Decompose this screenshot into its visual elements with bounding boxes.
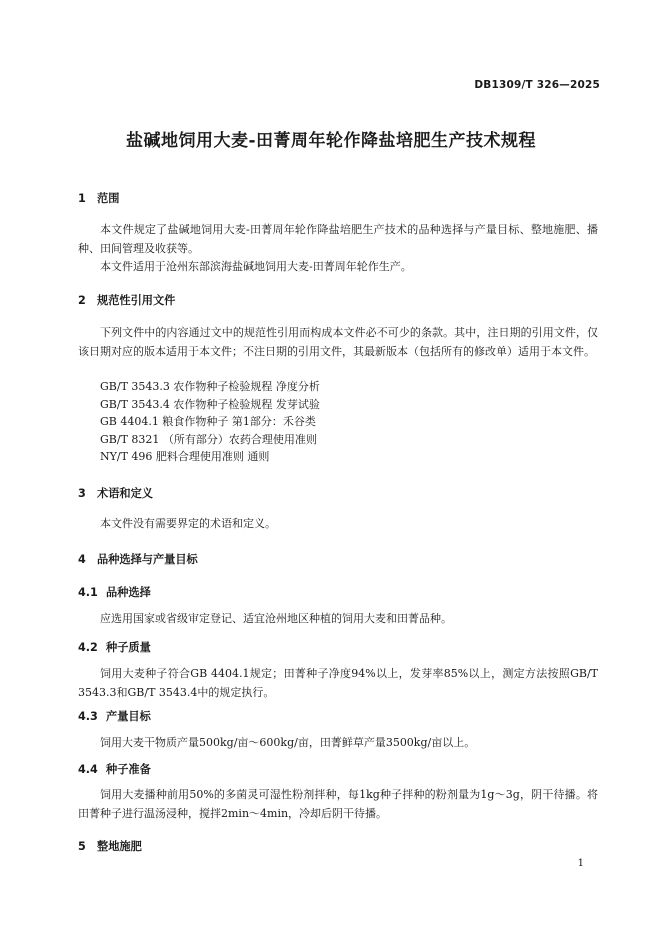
paragraph: 应选用国家或省级审定登记、适宜沧州地区种植的饲用大麦和田菁品种。	[100, 612, 452, 625]
subsection-title: 种子准备	[106, 763, 151, 776]
section-5-heading	[78, 838, 142, 854]
section-title: 品种选择与产量目标	[97, 553, 198, 566]
reference-item: GB/T 3543.3 农作物种子检验规程 净度分析	[100, 380, 320, 393]
subsection-4-1-heading	[78, 584, 151, 600]
subsection-number: 4.1	[78, 586, 98, 599]
paragraph: 本文件规定了盐碱地饲用大麦-田菁周年轮作降盐培肥生产技术的品种选择与产量目标、整地施肥、播种、田间管理及收获等。	[78, 223, 598, 255]
section-number: 2	[78, 294, 86, 307]
reference-item: NY/T 496 肥料合理使用准则 通则	[100, 450, 270, 463]
page-number: 1	[577, 858, 584, 869]
section-number: 4	[78, 553, 86, 566]
section-number: 1	[78, 192, 86, 205]
section-4-heading	[78, 551, 198, 567]
subsection-number: 4.4	[78, 763, 98, 776]
reference-item: GB/T 8321 （所有部分）农药合理使用准则	[100, 432, 317, 446]
section-2-heading	[78, 292, 175, 308]
subsection-title: 种子质量	[106, 641, 151, 654]
section-title: 整地施肥	[97, 840, 142, 853]
subsection-4-3-heading	[78, 708, 151, 724]
paragraph: 本文件适用于沧州东部滨海盐碱地饲用大麦-田菁周年轮作生产。	[100, 260, 412, 273]
paragraph: 饲用大麦干物质产量500kg/亩～600kg/亩，田菁鲜草产量3500kg/亩以上。	[100, 736, 476, 749]
subsection-title: 品种选择	[106, 586, 151, 599]
section-1-heading	[78, 190, 119, 206]
section-title: 范围	[97, 192, 120, 205]
reference-item: GB/T 3543.4 农作物种子检验规程 发芽试验	[100, 397, 320, 411]
paragraph: 饲用大麦种子符合GB 4404.1规定；田菁种子净度94%以上，发芽率85%以上，测定方法按照GB/T 3543.3和GB/T 3543.4中的规定执行。	[78, 667, 598, 699]
subsection-4-4-heading	[78, 761, 151, 777]
paragraph: 本文件没有需要界定的术语和定义。	[100, 517, 276, 530]
section-number: 3	[78, 487, 86, 500]
paragraph: 下列文件中的内容通过文中的规范性引用而构成本文件必不可少的条款。其中，注日期的引用文件，仅该日期对应的版本适用于本文件；不注日期的引用文件，其最新版本（包括所有的修改单）适用于本文件。	[78, 326, 598, 358]
subsection-4-2-heading	[78, 639, 151, 655]
section-number: 5	[78, 840, 86, 853]
section-title: 规范性引用文件	[97, 294, 176, 307]
paragraph: 饲用大麦播种前用50%的多菌灵可湿性粉剂拌种，每1kg种子拌种的粉剂量为1g～3g，阴干待播。将田菁种子进行温汤浸种，搅拌2min～4min，冷却后阴干待播。	[78, 788, 598, 820]
subsection-title: 产量目标	[106, 710, 151, 723]
reference-item: GB 4404.1 粮食作物种子 第1部分：禾谷类	[100, 415, 316, 428]
section-title: 术语和定义	[97, 487, 153, 500]
section-3-heading	[78, 485, 153, 501]
document-number: DB1309/T 326—2025	[474, 79, 600, 91]
document-title: 盐碱地饲用大麦-田菁周年轮作降盐培肥生产技术规程	[125, 131, 537, 151]
subsection-number: 4.2	[78, 641, 98, 654]
subsection-number: 4.3	[78, 710, 98, 723]
